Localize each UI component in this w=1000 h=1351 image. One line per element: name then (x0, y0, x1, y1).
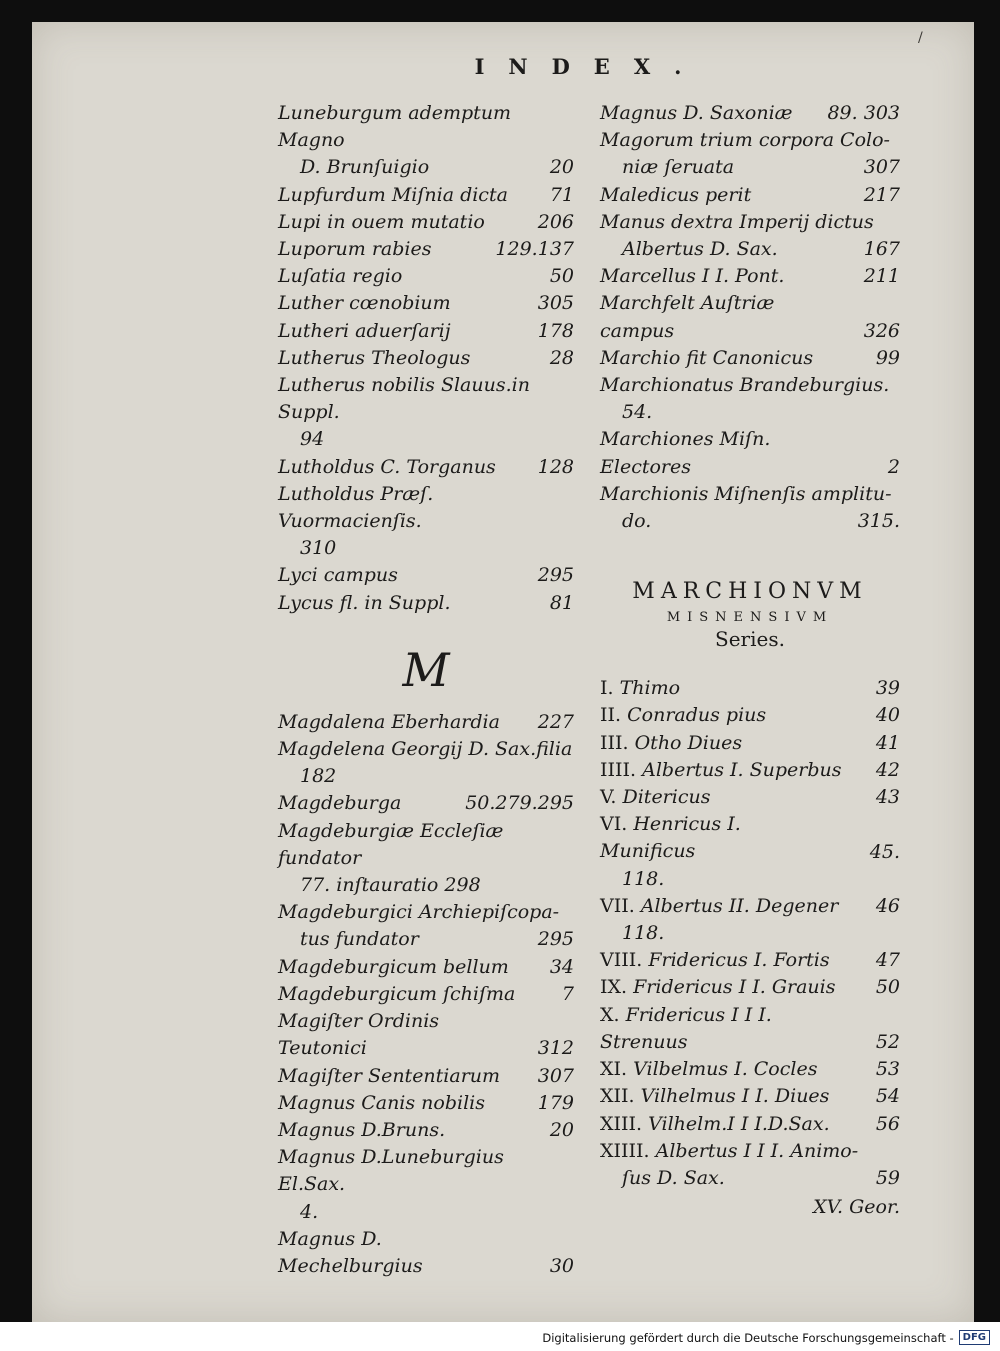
entry-text: Marchionatus Brandeburgius. (600, 374, 890, 397)
series-name: Vilhelm.I I I.D.Sax. (642, 1112, 830, 1135)
index-entry (278, 454, 574, 481)
index-entry (278, 1226, 574, 1280)
series-page: 41 (875, 731, 900, 754)
series-continuation-text: 118. (622, 867, 665, 890)
series-entry-line (600, 1002, 900, 1056)
series-continuation (600, 866, 900, 893)
entry-text: tus fundator (300, 928, 419, 951)
series-page: 47 (875, 949, 900, 972)
series-number: VI. (600, 813, 628, 836)
series-number: IX. (600, 976, 628, 999)
entry-text: D. Brunſuigio (300, 156, 430, 179)
entry-text: Lutholdus C. Torganus (278, 455, 496, 478)
series-entry-line (600, 974, 900, 1001)
index-entry (278, 372, 574, 426)
index-entry (278, 535, 574, 562)
entry-text: Lupi in ouem mutatio (278, 210, 485, 233)
series-entry-line (600, 675, 900, 702)
entry-text: niæ ſeruata (622, 156, 735, 179)
index-column-left (278, 100, 574, 1280)
series-number: XI. (600, 1058, 628, 1081)
series-number: XIIII. (600, 1139, 650, 1162)
entry-text: Lupfurdum Miſnia dicta (278, 183, 508, 206)
series-name: Henricus I. Munificus (600, 813, 741, 863)
index-entries-l (278, 100, 574, 617)
entry-text: Magorum trium corpora Colo- (600, 129, 890, 152)
entry-page: 307 (863, 156, 900, 179)
entry-page: 34 (549, 955, 574, 978)
series-name: Vilbelmus I. Cocles (627, 1058, 818, 1081)
entry-page: 178 (537, 319, 574, 342)
index-entry (278, 763, 574, 790)
entry-text: Marchionis Miſnenſis amplitu- (600, 482, 892, 505)
entry-text: do. (622, 510, 652, 533)
entry-text: Magdelena Georgij D. Sax.filia (278, 738, 573, 761)
entry-page: 307 (537, 1064, 574, 1087)
index-entry (278, 736, 574, 763)
index-entry (278, 1117, 574, 1144)
index-entry (278, 290, 574, 317)
entry-text: Magdeburga (278, 792, 402, 815)
series-number: I. (600, 677, 614, 700)
index-entry (278, 236, 574, 263)
series-entry (600, 1083, 900, 1110)
series-continuation-text: 118. (622, 922, 665, 945)
series-number: III. (600, 731, 629, 754)
entry-text: Marcellus I I. Pont. (600, 265, 785, 288)
index-entry (278, 182, 574, 209)
entry-text: Lycus fl. in Suppl. (278, 591, 451, 614)
index-entry (600, 182, 900, 209)
entry-text: Magnus D. Saxoniæ (600, 102, 793, 124)
series-entry (600, 784, 900, 811)
index-entry (600, 100, 900, 127)
entry-page: 167 (863, 238, 900, 261)
entry-text: Magnus Canis nobilis (278, 1091, 485, 1114)
entry-text: Lutherus Theologus (278, 346, 471, 369)
entry-text: Magdalena Eberhardia (278, 710, 500, 733)
series-continuation (600, 1165, 900, 1192)
digitization-footer (542, 1330, 990, 1345)
entry-text: 77. inſtauratio 298 (300, 874, 481, 897)
series-entry (600, 1056, 900, 1083)
index-entry (600, 345, 900, 372)
series-page: 54 (875, 1085, 900, 1108)
index-entry (278, 1008, 574, 1062)
series-page: 43 (875, 786, 900, 809)
series-label: Series. (715, 627, 785, 652)
entry-page: 2 (887, 455, 900, 478)
series-entry-line (600, 893, 900, 920)
margraves-series-list (600, 675, 900, 1192)
index-entries-right (600, 100, 900, 535)
catchword: XV. Geor. (813, 1196, 900, 1219)
index-entry (278, 981, 574, 1008)
dfg-logo: DFG (959, 1330, 990, 1345)
index-entry (278, 590, 574, 617)
entry-text: Marchio fit Canonicus (600, 346, 814, 369)
entry-text: Lyci campus (278, 564, 398, 587)
index-entry (600, 290, 900, 344)
index-entry (600, 154, 900, 181)
page-header: INDEX. (474, 54, 706, 79)
entry-page: 206 (537, 210, 574, 233)
series-page: 46 (875, 895, 900, 918)
series-name: Fridericus I I. Grauis (627, 976, 836, 999)
series-page: 40 (875, 704, 900, 727)
entry-text: Marchfelt Auſtriæ campus (600, 292, 775, 342)
index-entry (600, 127, 900, 154)
index-entry (278, 318, 574, 345)
entry-text: Magdeburgicum ſchiſma (278, 982, 516, 1005)
entry-page: 128 (537, 455, 574, 478)
series-entry (600, 730, 900, 757)
entry-page: 312 (537, 1037, 574, 1060)
index-entry (278, 209, 574, 236)
entry-text: Maledicus perit (600, 183, 752, 206)
entry-page: 81 (549, 591, 574, 614)
entry-page: 7 (561, 982, 574, 1005)
entry-page: 326 (863, 319, 900, 342)
series-name: Albertus I. Superbus (636, 758, 842, 781)
series-name: Albertus II. Degener (634, 894, 839, 917)
index-entry (278, 709, 574, 736)
entry-page: 227 (537, 710, 574, 733)
entry-text: Luporum rabies (278, 238, 432, 261)
series-entry-line (600, 702, 900, 729)
index-entry (278, 345, 574, 372)
series-entry (600, 675, 900, 702)
series-continuation-text: ſus D. Sax. (622, 1166, 725, 1189)
series-number: VII. (600, 894, 635, 917)
series-number: II. (600, 704, 622, 727)
entry-text: Magiſter Ordinis Teutonici (278, 1010, 440, 1060)
entry-text: 310 (300, 537, 337, 560)
entry-page: 99 (875, 346, 900, 369)
series-entry (600, 811, 900, 893)
entry-text: Magnus D.Luneburgius El.Sax. (278, 1146, 504, 1196)
series-entry-line (600, 784, 900, 811)
entry-page: 295 (537, 564, 574, 587)
entry-text: 54. (622, 401, 653, 424)
entry-text: Magiſter Sententiarum (278, 1064, 501, 1087)
index-entry (600, 372, 900, 399)
index-column-right (600, 100, 900, 1218)
series-number: XII. (600, 1085, 635, 1108)
series-name: Vilhelmus I I. Diues (634, 1085, 830, 1108)
series-entry (600, 757, 900, 784)
series-name: Conradus pius (621, 704, 767, 727)
entry-page: 50 (549, 265, 574, 288)
series-entry-line (600, 947, 900, 974)
index-entry (278, 899, 574, 926)
entry-text: Magdeburgici Archiepiſcopa- (278, 901, 560, 924)
series-number: IIII. (600, 758, 637, 781)
entry-page: 20 (549, 156, 574, 179)
index-entries-m (278, 709, 574, 1280)
index-entry (278, 154, 574, 181)
series-entry (600, 974, 900, 1001)
entry-page: 71 (549, 183, 574, 206)
index-entry (278, 481, 574, 535)
entry-text: Magdeburgicum bellum (278, 955, 509, 978)
series-entry-line (600, 1056, 900, 1083)
series-number: V. (600, 786, 617, 809)
series-continuation-page: 59 (875, 1166, 900, 1189)
series-entry-line (600, 1083, 900, 1110)
entry-text: Magnus D. Mechelburgius (278, 1227, 423, 1277)
entry-page: 20 (549, 1118, 574, 1141)
series-page: 52 (875, 1030, 900, 1053)
series-name: Thimo (613, 677, 681, 700)
series-name: Fridericus I. Fortis (642, 949, 830, 972)
entry-page: 30 (549, 1254, 574, 1277)
entry-page: 50.279.295 (465, 792, 574, 815)
series-page: 39 (875, 677, 900, 700)
entry-page: 217 (863, 183, 900, 206)
series-name: Ditericus (616, 786, 711, 809)
series-entry-line (600, 730, 900, 757)
series-entry (600, 1111, 900, 1138)
index-entry (278, 872, 574, 899)
index-entry (278, 818, 574, 872)
index-entry (278, 1144, 574, 1198)
series-entry (600, 702, 900, 729)
entry-page: 295 (537, 928, 574, 951)
series-entry (600, 1002, 900, 1056)
section-letter-m: M (402, 642, 450, 697)
index-entry (278, 790, 574, 817)
index-entry (600, 399, 900, 426)
series-page: 56 (875, 1112, 900, 1135)
index-entry (600, 263, 900, 290)
index-entry (278, 926, 574, 953)
entry-text: Lutherus nobilis Slauus.in Suppl. (278, 374, 530, 424)
entry-text: Luther cœnobium (278, 292, 451, 315)
index-entry (278, 263, 574, 290)
entry-text: Marchiones Miſn. Electores (600, 428, 771, 478)
entry-page: 179 (537, 1091, 574, 1114)
index-entry (278, 954, 574, 981)
entry-text: Magnus D.Bruns. (278, 1118, 446, 1141)
entry-text: Luſatia regio (278, 265, 403, 288)
series-page: 50 (875, 976, 900, 999)
entry-text: Albertus D. Sax. (622, 238, 778, 261)
entry-page: 211 (863, 265, 900, 288)
entry-text: Luneburgum ademptum Magno (278, 102, 512, 152)
series-subtitle: MISNENSIVM (666, 610, 834, 626)
index-entry (600, 481, 900, 508)
series-entry (600, 893, 900, 947)
series-page: 53 (875, 1058, 900, 1081)
entry-page: 315. (857, 510, 900, 533)
series-entry-line (600, 757, 900, 784)
series-name: Fridericus I I I. Strenuus (600, 1003, 772, 1053)
page-corner-mark: / (918, 30, 923, 46)
entry-page: 129.137 (495, 238, 574, 261)
index-entry (278, 1199, 574, 1226)
entry-page: 89. 303 (827, 102, 900, 124)
entry-text: 94 (300, 428, 325, 451)
series-number: X. (600, 1003, 620, 1026)
series-name: Otho Diues (628, 731, 743, 754)
series-title: MARCHIONVM (632, 579, 868, 605)
index-entry (600, 236, 900, 263)
series-continuation (600, 920, 900, 947)
series-page: 42 (875, 758, 900, 781)
entry-text: 4. (300, 1200, 319, 1223)
index-entry (278, 562, 574, 589)
footer-text: Digitalisierung gefördert durch die Deutsche Forschungsgemeinschaft - (542, 1330, 954, 1345)
series-page: 45. (869, 840, 900, 863)
series-entry-line (600, 1138, 900, 1165)
index-entry (278, 1063, 574, 1090)
index-entry (600, 508, 900, 535)
index-entry (278, 1090, 574, 1117)
entry-text: Lutholdus Præſ. Vuormacienſis. (278, 482, 434, 533)
index-entry (600, 426, 900, 480)
series-entry (600, 947, 900, 974)
series-number: XIII. (600, 1112, 643, 1135)
entry-text: Manus dextra Imperij dictus (600, 210, 874, 233)
series-entry-line (600, 1111, 900, 1138)
series-name: Albertus I I I. Animo- (649, 1139, 859, 1162)
series-entry (600, 1138, 900, 1192)
index-entry (278, 100, 574, 154)
entry-page: 305 (537, 292, 574, 315)
entry-text: 182 (300, 765, 337, 788)
entry-text: Lutheri aduerſarij (278, 319, 451, 342)
entry-text: Magdeburgiæ Eccleſiæ fundator (278, 819, 504, 869)
entry-page: 28 (549, 346, 574, 369)
index-entry (278, 426, 574, 453)
series-number: VIII. (600, 949, 643, 972)
series-entry-line (600, 811, 900, 865)
index-entry (600, 209, 900, 236)
